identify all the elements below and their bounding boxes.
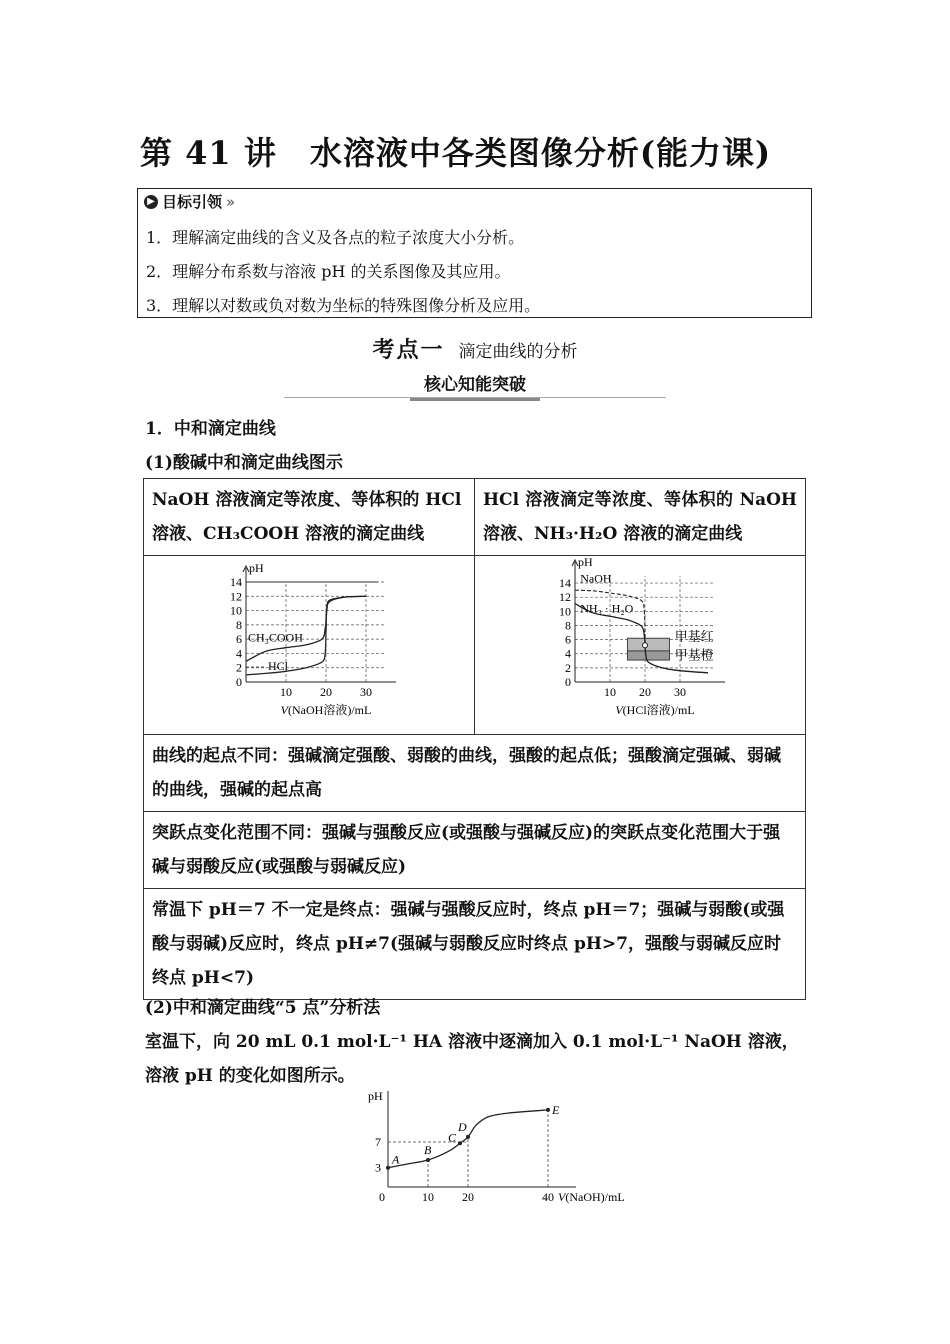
left-header-cell: NaOH 溶液滴定等浓度、等体积的 HCl 溶液、CH₃COOH 溶液的滴定曲线 — [144, 479, 475, 556]
intro-line-2: 溶液 pH 的变化如图所示。 — [145, 1066, 355, 1086]
point-d — [466, 1135, 470, 1139]
goal-item: 2．理解分布系数与溶液 pH 的关系图像及其应用。 — [146, 262, 511, 281]
goals-box — [137, 188, 812, 318]
table-row: 常温下 pH＝7 不一定是终点：强碱与强酸反应时，终点 pH＝7；强碱与弱酸(或强酸与弱碱)反应时，终点 pH≠7(强碱与弱酸反应时终点 pH>7，强酸与弱碱反应时终点 pH<7) — [144, 889, 806, 1000]
y-tick-label: 14 — [230, 575, 242, 589]
x-tick-label: 10 — [604, 685, 616, 699]
x-axis-label — [281, 702, 372, 717]
y-tick-label: 10 — [559, 604, 571, 619]
goals-header-label: 目标引领 — [162, 193, 223, 211]
y-tick-label: 0 — [565, 675, 571, 689]
x-axis-label-var: V — [280, 703, 289, 717]
y-axis-label: pH — [578, 555, 593, 569]
heading-1-2: (2)中和滴定曲线“5 点”分析法 — [145, 998, 381, 1018]
y-tick-label: 4 — [236, 646, 242, 661]
y-tick-label: 6 — [565, 632, 571, 647]
x-axis-label — [615, 702, 694, 717]
y-tick-label: 6 — [236, 632, 242, 647]
x-axis-label-var: V — [558, 1190, 566, 1204]
indicator-label: 甲基橙 — [674, 647, 714, 663]
point-label: B — [424, 1143, 432, 1157]
y-tick-label: 7 — [375, 1135, 381, 1149]
y-tick-label: 4 — [565, 646, 571, 661]
y-tick-label: 14 — [559, 576, 571, 591]
chart-ha-titration — [360, 1089, 625, 1210]
chart-naoh-titration — [144, 556, 474, 722]
indicator-label: 甲基红 — [674, 629, 714, 645]
heading-1: 1．中和滴定曲线 — [145, 419, 276, 439]
y-tick-label: 12 — [230, 589, 242, 604]
methyl-orange-range-box — [628, 651, 670, 660]
series-label-ch3cooh: CH₃COOH — [248, 630, 303, 645]
y-tick-label: 10 — [230, 603, 242, 618]
x-tick-label: 40 — [542, 1190, 554, 1204]
y-tick-label: 0 — [236, 675, 242, 689]
goal-item: 1．理解滴定曲线的含义及各点的粒子浓度大小分析。 — [146, 228, 525, 247]
x-axis-label-unit: (HCl溶液)/mL — [622, 703, 695, 717]
banner-divider — [284, 397, 666, 398]
table-row: 曲线的起点不同：强碱滴定强酸、弱酸的曲线，强酸的起点低；强酸滴定强碱、弱碱的曲线，强碱的起点高 — [144, 735, 806, 812]
x-tick-label: 30 — [674, 685, 686, 699]
x-tick-label: 30 — [360, 685, 372, 699]
y-tick-label: 2 — [565, 660, 571, 675]
methyl-red-range-box — [628, 638, 670, 651]
x-axis-label-var: V — [615, 703, 623, 717]
chart-hcl-titration — [475, 556, 805, 722]
series-label-naoh: NaOH — [580, 571, 612, 586]
banner-label: 核心知能突破 — [410, 370, 540, 401]
section-label: 考点一 — [372, 338, 445, 363]
point-e — [546, 1108, 550, 1112]
point-a — [386, 1166, 390, 1170]
series-label-nh3: NH₃ · H₂O — [580, 601, 634, 616]
y-tick-label: 12 — [559, 590, 571, 605]
x-axis-label — [558, 1190, 625, 1204]
y-tick-label: 2 — [236, 660, 242, 675]
page-title: 第 41 讲 水溶液中各类图像分析(能力课) — [140, 134, 772, 172]
point-c — [458, 1141, 462, 1145]
equivalence-point — [643, 643, 648, 648]
table-row: 突跃点变化范围不同：强碱与强酸反应(或强酸与强碱反应)的突跃点变化范围大于强碱与弱酸反应(或强酸与弱碱反应) — [144, 812, 806, 889]
intro-line-1: 室温下，向 20 mL 0.1 mol·L⁻¹ HA 溶液中逐滴加入 0.1 mol·L⁻¹ NaOH 溶液， — [145, 1032, 799, 1052]
left-chart-cell — [144, 556, 475, 735]
point-label: E — [552, 1102, 560, 1117]
right-chart-cell — [475, 556, 806, 735]
series-line-ch3cooh — [246, 596, 366, 661]
point-b — [426, 1158, 430, 1162]
x-tick-label: 10 — [280, 685, 292, 699]
titration-table — [143, 478, 806, 1000]
point-label: C — [448, 1130, 457, 1145]
x-tick-label: 0 — [379, 1190, 385, 1204]
x-axis-label-unit: (NaOH)/mL — [565, 1190, 625, 1204]
series-label-hcl: HCl — [268, 658, 289, 673]
point-label: A — [392, 1152, 400, 1167]
right-header-cell: HCl 溶液滴定等浓度、等体积的 NaOH 溶液、NH₃·H₂O 溶液的滴定曲线 — [475, 479, 806, 556]
x-tick-label: 10 — [422, 1190, 434, 1204]
double-chevron-icon: » — [226, 192, 236, 211]
y-axis-label: pH — [368, 1089, 383, 1103]
goals-header — [144, 191, 235, 212]
x-axis-label-unit: (NaOH溶液)/mL — [288, 703, 372, 717]
y-tick-label: 8 — [565, 618, 571, 633]
point-label: D — [458, 1119, 467, 1134]
play-icon: ▶ — [144, 195, 158, 209]
x-tick-label: 20 — [462, 1190, 474, 1204]
section-name: 滴定曲线的分析 — [458, 342, 578, 362]
y-axis-label: pH — [249, 561, 264, 575]
heading-1-1: (1)酸碱中和滴定曲线图示 — [145, 453, 343, 473]
goal-item: 3．理解以对数或负对数为坐标的特殊图像分析及应用。 — [146, 296, 541, 315]
section-heading — [0, 333, 950, 364]
x-tick-label: 20 — [639, 685, 651, 699]
y-tick-label: 8 — [236, 617, 242, 632]
y-tick-label: 3 — [375, 1160, 381, 1175]
x-tick-label: 20 — [320, 685, 332, 699]
